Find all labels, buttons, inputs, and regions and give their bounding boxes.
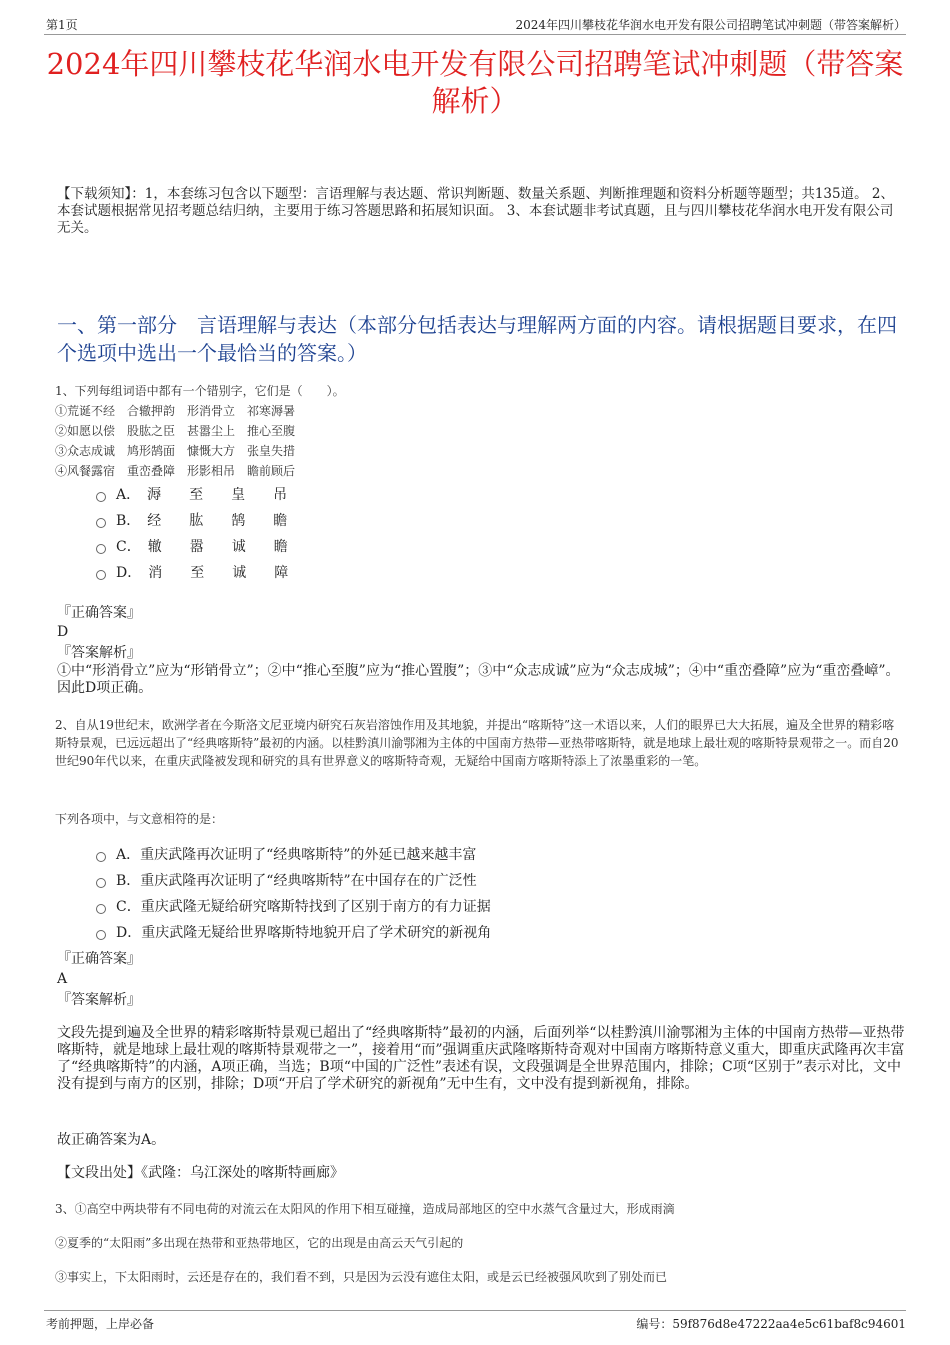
page-footer (44, 1310, 906, 1335)
q2-conclusion: 故正确答案为A。 (57, 1132, 166, 1148)
q1-option-b[interactable] (96, 508, 288, 534)
document-title: 2024年四川攀枝花华润水电开发有限公司招聘笔试冲刺题（带答案解析） (46, 47, 904, 118)
q1-options (96, 482, 288, 586)
q1-group: ③众志成诚 鸠形鹄面 慷慨大方 张皇失措 (55, 444, 296, 458)
q2-option-c[interactable] (96, 894, 491, 920)
q2-option-a[interactable] (96, 842, 491, 868)
q1-answer-label: 『正确答案』 (57, 605, 141, 621)
option-label: C． 辙 嚣 诚 瞻 (116, 539, 288, 555)
q1-answer: D (57, 624, 69, 640)
radio-icon[interactable] (96, 570, 106, 580)
option-label: B． 经 肱 鹄 瞻 (116, 513, 288, 529)
option-label: A．重庆武隆再次证明了“经典喀斯特”的外延已越来越丰富 (116, 847, 477, 863)
q1-group: ①荒诞不经 合辙押韵 形消骨立 祁寒溽暑 (55, 404, 296, 418)
q1-group: ②如愿以偿 股肱之臣 甚嚣尘上 推心至腹 (55, 424, 296, 438)
q3-line: 3、①高空中两块带有不同电荷的对流云在太阳风的作用下相互碰撞，造成局部地区的空中水蒸气含量过大，形成雨滴 (55, 1202, 675, 1216)
q2-stem: 2、自从19世纪末，欧洲学者在今斯洛文尼亚境内研究石灰岩溶蚀作用及其地貌，并提出“喀斯特”这一术语以来，人们的眼界已大大拓展，遍及全世界的精彩喀斯特景观，已远远超出了“经典喀斯特”最初的内涵。以桂黔滇川渝鄂湘为主体的中国南方热带—亚热带喀斯特，就是地球上最壮观的喀斯特景观带之一。而自20世纪90年代以来，在重庆武隆被发现和研究的具有世界意义的喀斯特奇观，无疑给中国南方喀斯特添上了浓墨重彩的一笔。 (55, 718, 899, 768)
radio-icon[interactable] (96, 904, 106, 914)
q2-answer: A (57, 971, 68, 987)
header-doc-title: 2024年四川攀枝花华润水电开发有限公司招聘笔试冲刺题（带答案解析） (515, 18, 906, 32)
page-header (44, 14, 906, 35)
page-number: 第1页 (46, 18, 78, 32)
option-label: A． 溽 至 皇 吊 (116, 487, 288, 503)
section-heading: 一、第一部分 言语理解与表达（本部分包括表达与理解两方面的内容。请根据题目要求，在四个选项中选出一个最恰当的答案。） (57, 313, 897, 365)
q1-analysis-label: 『答案解析』 (57, 645, 141, 661)
q2-option-b[interactable] (96, 868, 491, 894)
q1-stem: 1、下列每组词语中都有一个错别字，它们是（ ）。 (55, 384, 345, 398)
q1-group: ④风餐露宿 重峦叠障 形影相吊 瞻前顾后 (55, 464, 296, 478)
q2-option-d[interactable] (96, 920, 491, 946)
footer-slogan: 考前押题，上岸必备 (46, 1317, 155, 1331)
option-label: D． 消 至 诚 障 (116, 565, 289, 581)
download-notice: 【下载须知】：1，本套练习包含以下题型：言语理解与表达题、常识判断题、数量关系题、判断推理题和资料分析题等题型；共135道。 2、本套试题根据常见招考题总结归纳，主要用于练习答题思路和拓展知识面。 3、本套试题非考试真题，且与四川攀枝花华润水电开发有限公司无关。 (57, 186, 894, 236)
q1-option-a[interactable] (96, 482, 288, 508)
q2-analysis-label: 『答案解析』 (57, 992, 141, 1008)
q3-line: ②夏季的“太阳雨”多出现在热带和亚热带地区，它的出现是由高云天气引起的 (55, 1236, 464, 1250)
q1-option-c[interactable] (96, 534, 288, 560)
q1-option-d[interactable] (96, 560, 288, 586)
radio-icon[interactable] (96, 518, 106, 528)
radio-icon[interactable] (96, 878, 106, 888)
q1-analysis: ①中“形消骨立”应为“形销骨立”；②中“推心至腹”应为“推心置腹”；③中“众志成诚”应为“众志成城”；④中“重峦叠障”应为“重峦叠嶂”。因此D项正确。 (57, 663, 900, 696)
option-label: D．重庆武隆无疑给世界喀斯特地貌开启了学术研究的新视角 (116, 925, 492, 941)
q2-analysis: 文段先提到遍及全世界的精彩喀斯特景观已超出了“经典喀斯特”最初的内涵，后面列举“以桂黔滇川渝鄂湘为主体的中国南方热带—亚热带喀斯特，就是地球上最壮观的喀斯特景观带之一”，接着用“而”强调重庆武隆喀斯特奇观对中国南方喀斯特意义重大，即重庆武隆再次丰富了“经典喀斯特”的内涵，A项正确，当选；B项“中国的广泛性”表述有误，文段强调是全世界范围内，排除；C项“区别于”表示对比，文中没有提到与南方的区别，排除；D项“开启了学术研究的新视角”无中生有，文中没有提到新视角，排除。 (57, 1025, 905, 1092)
q2-options (96, 842, 491, 946)
radio-icon[interactable] (96, 544, 106, 554)
q2-question: 下列各项中，与文意相符的是： (55, 812, 224, 826)
radio-icon[interactable] (96, 492, 106, 502)
q2-source: 【文段出处】《武隆：乌江深处的喀斯特画廊》 (57, 1165, 344, 1181)
q3-line: ③事实上，下太阳雨时，云还是存在的，我们看不到，只是因为云没有遮住太阳，或是云已经被强风吹到了别处而已 (55, 1270, 668, 1284)
radio-icon[interactable] (96, 852, 106, 862)
q2-answer-label: 『正确答案』 (57, 951, 141, 967)
document-id: 编号：59f876d8e47222aa4e5c61baf8c94601 (636, 1317, 906, 1331)
option-label: C．重庆武隆无疑给研究喀斯特找到了区别于南方的有力证据 (116, 899, 491, 915)
option-label: B．重庆武隆再次证明了“经典喀斯特”在中国存在的广泛性 (116, 873, 477, 889)
radio-icon[interactable] (96, 930, 106, 940)
